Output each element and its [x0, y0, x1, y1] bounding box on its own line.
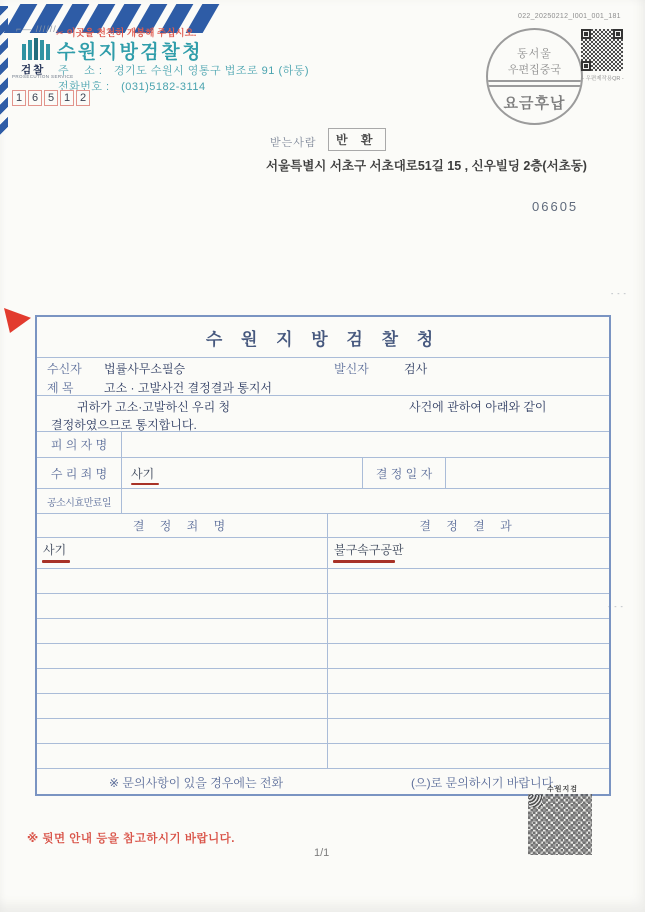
logo-korean-text: 검찰	[21, 64, 46, 76]
decision-table-header	[37, 513, 609, 537]
recipient-zip: 06605	[532, 199, 579, 214]
red-underline	[131, 483, 159, 486]
postal-digit: 1	[60, 90, 74, 106]
suspect-name-row	[37, 431, 609, 457]
red-underline	[42, 560, 70, 563]
empty-table-row	[37, 668, 609, 693]
fold-mark: - - -	[611, 291, 627, 298]
field-sender-value: 검사	[404, 362, 428, 376]
empty-table-row	[37, 643, 609, 668]
empty-table-row	[37, 743, 609, 768]
empty-table-row	[37, 568, 609, 593]
statute-label: 공소시효만료일	[46, 497, 112, 509]
statute-row	[37, 488, 609, 513]
empty-table-row	[37, 718, 609, 743]
received-crime-row	[37, 457, 609, 488]
return-tag: 반 환	[328, 128, 386, 151]
crime-label: 수 리 죄 명	[50, 466, 108, 481]
postmark-line2: 우편집중국	[507, 64, 562, 76]
decision-result: 불구속구공판	[334, 543, 404, 557]
recipient-address: 서울특별시 서초구 서초대로51길 15 , 신우빌딩 2층(서초동)	[266, 159, 587, 173]
red-triangle-marker	[4, 307, 31, 333]
field-recipient-value: 법률사무소필승	[104, 362, 186, 376]
postal-digit: 6	[28, 90, 42, 106]
decision-notice-form	[35, 315, 611, 796]
empty-table-row	[37, 693, 609, 718]
sender-org-name: 수원지방검찰청	[57, 42, 203, 63]
empty-table-row	[37, 618, 609, 643]
bottom-qr-label: 수원지검	[547, 786, 579, 793]
statute-value-empty	[122, 489, 609, 513]
scissors-icon: ✂	[56, 28, 64, 38]
form-notice-row	[37, 395, 609, 431]
sender-phone: 전화번호 : (031)5182-3114	[58, 81, 206, 93]
airmail-stripes-left	[0, 6, 8, 136]
postmark-stamp	[486, 28, 583, 125]
postmark-line1: 동서울	[517, 48, 552, 60]
decision-date-label: 결 정 일 자	[375, 466, 433, 481]
sender-address: 주 소 : 경기도 수원시 영통구 법조로 91 (하동)	[58, 65, 310, 77]
suspect-label: 피 의 자 명	[50, 438, 108, 452]
col-crime-header: 결 정 죄 명	[132, 519, 232, 533]
recipient-label: 받는사람	[270, 137, 317, 149]
red-underline	[333, 560, 395, 563]
logo-english-text: PROSECUTION SERVICE	[12, 74, 74, 79]
footer-right-text: (으)로 문의하시기 바랍니다.	[411, 776, 557, 790]
decision-date-empty	[446, 458, 609, 488]
prosecution-service-logo-icon	[22, 38, 50, 60]
form-info-row	[37, 357, 609, 395]
field-subject-label: 제 목	[47, 381, 74, 395]
col-result-header: 결 정 결 과	[419, 519, 518, 533]
decision-table-row	[37, 537, 609, 568]
form-footer-row	[37, 768, 609, 794]
notice-line2: 결정하였으므로 통지합니다.	[51, 418, 197, 432]
field-recipient-label: 수신자	[47, 362, 82, 376]
notice-left: 귀하가 고소·고발하신 우리 청	[77, 400, 231, 414]
back-page-note: ※ 뒷면 안내 등을 참고하시기 바랍니다.	[27, 833, 235, 845]
document-id: 022_20250212_I001_001_181	[518, 13, 621, 20]
form-title: 수 원 지 방 검 찰 청	[205, 329, 441, 349]
crime-value: 사기	[131, 466, 155, 481]
fold-mark: - - -	[608, 604, 624, 611]
decided-crime: 사기	[43, 543, 67, 557]
crime-value-cell	[122, 458, 363, 488]
empty-table-row	[37, 593, 609, 618]
open-here-arrow-icon: ⌐— //////	[16, 24, 57, 34]
suspect-value-empty	[122, 432, 609, 457]
postal-digit: 2	[76, 90, 90, 106]
notice-right: 사건에 관하여 아래와 같이	[409, 400, 547, 414]
open-slowly-notice: ✂ 이곳을 천천히 개봉해 주십시오.	[56, 28, 197, 39]
postal-qr-code	[581, 29, 623, 71]
office-qr-code	[528, 794, 592, 855]
postal-qr-caption: - 우편제작용QR -	[582, 76, 624, 82]
postmark-line3: 요금후납	[503, 95, 566, 112]
form-title-row	[37, 317, 609, 357]
field-sender-label: 발신자	[334, 362, 369, 376]
page-number: 1/1	[314, 847, 330, 859]
postal-digit: 1	[12, 90, 26, 106]
sender-postal-code	[12, 90, 90, 106]
field-subject-value: 고소 · 고발사건 결정결과 통지서	[104, 381, 273, 395]
postal-digit: 5	[44, 90, 58, 106]
footer-left-text: ※ 문의사항이 있을 경우에는 전화	[109, 776, 284, 790]
